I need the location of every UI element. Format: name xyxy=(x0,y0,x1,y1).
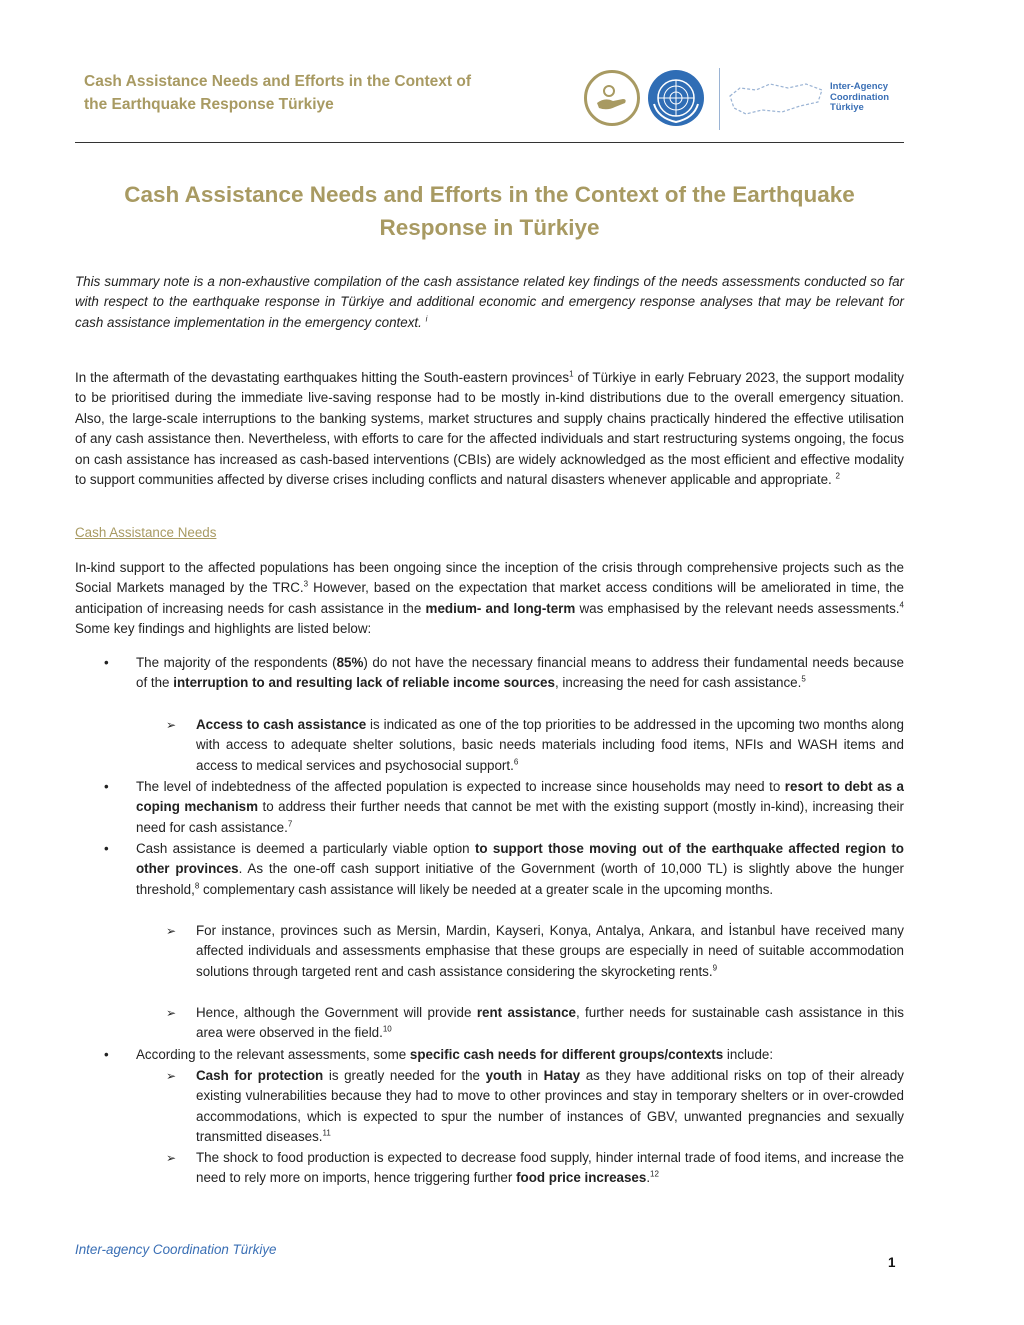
paragraph-cash-needs: In-kind support to the affected populations has been ongoing since the inception of the crisis through comprehensive projects such as the Social Markets managed by the TRC.$^3$ However, based on the expectation that market access conditions will be ameliorated in time, the anticipation of increasing needs for cash assistance in the medium- and long-term was emphasised by the relevant needs assessments.$^4$ Some key findings and highlights are listed below: xyxy=(75,560,904,637)
turkiye-map-icon xyxy=(726,76,826,127)
un-emblem-icon xyxy=(648,70,704,126)
footer-organization: Inter-agency Coordination Türkiye xyxy=(75,1242,277,1257)
arrow-bullet-icon: ➢ xyxy=(166,924,177,938)
document-title-line2: Response in Türkiye xyxy=(379,215,600,240)
bullet-icon: • xyxy=(104,1047,109,1062)
section-heading-cash-needs: Cash Assistance Needs xyxy=(75,525,217,540)
page-number: 1 xyxy=(888,1255,896,1270)
logo-separator xyxy=(719,68,720,130)
list-item: The majority of the respondents (85%) do not have the necessary financial means to address their fundamental needs because of the interruption to and resulting lack of reliable income sources, increasing the need for cash assistance.$^5$ xyxy=(136,655,904,691)
sub-list-item: Hence, although the Government will provide rent assistance, further needs for sustainable cash assistance in this area were observed in the field.$^{10}$ xyxy=(196,1005,904,1041)
header-title-line2: the Earthquake Response Türkiye xyxy=(84,96,334,113)
cash-logo-icon xyxy=(584,70,640,126)
arrow-bullet-icon: ➢ xyxy=(166,718,177,732)
bullet-icon: • xyxy=(104,655,109,670)
header-title xyxy=(84,70,524,116)
bullet-icon: • xyxy=(104,841,109,856)
document-title xyxy=(75,178,904,244)
header-title-line1: Cash Assistance Needs and Efforts in the Context of xyxy=(84,73,472,90)
bullet-icon: • xyxy=(104,779,109,794)
header-logos xyxy=(584,68,904,132)
list-item: Cash assistance is deemed a particularly viable option to support those moving out of the earthquake affected region to other provinces. As the one-off cash support initiative of the Government (worth of 10,000 TL) is slightly above the hunger threshold,$^8$ complementary cash assistance will likely be needed at a greater scale in the upcoming months. xyxy=(136,841,904,897)
arrow-bullet-icon: ➢ xyxy=(166,1151,177,1165)
list-item: According to the relevant assessments, some specific cash needs for different groups/contexts include: xyxy=(136,1047,774,1062)
sub-list-item: Cash for protection is greatly needed for the youth in Hatay as they have additional risks on top of their already existing vulnerabilities because they had to move to other provinces and stay in temporary shelters or in over-crowded accommodations, which is expected to spur the number of instances of GBV, unwanted pregnancies and sexually transmitted diseases.$^{11}$ xyxy=(196,1068,905,1145)
sub-list-item: The shock to food production is expected to decrease food supply, hinder internal trade of food items, and increase the need to rely more on imports, hence triggering further food price increases.$^{12}$ xyxy=(196,1150,904,1186)
arrow-bullet-icon: ➢ xyxy=(166,1006,177,1020)
sub-list-item: For instance, provinces such as Mersin, Mardin, Kayseri, Konya, Antalya, Ankara, and İstanbul have received many affected individuals and assessments emphasise that these groups are especially in need of suitable accommodation solutions through targeted rent and cash assistance considering the skyrocketing rents.$^9$ xyxy=(196,923,904,979)
document-title-line1: Cash Assistance Needs and Efforts in the Context of the Earthquake xyxy=(124,182,855,207)
header-divider xyxy=(75,142,904,143)
arrow-bullet-icon: ➢ xyxy=(166,1069,177,1083)
summary-note: This summary note is a non-exhaustive compilation of the cash assistance related key findings of the needs assessments conducted so far with respect to the earthquake response in Türkiye and additional economic and emergency response analyses that may be relevant for cash assistance implementation in the emergency context. $^i$ xyxy=(75,274,904,330)
list-item: The level of indebtedness of the affected population is expected to increase since households may need to resort to debt as a coping mechanism to address their further needs that cannot be met with the existing support (mostly in-kind), increasing their need for cash assistance.$^7$ xyxy=(136,779,904,835)
paragraph-context: In the aftermath of the devastating earthquakes hitting the South-eastern provinces$^1$ of Türkiye in early February 2023, the support modality to be prioritised during the immediate live-saving response had to be mostly in-kind distributions due to the overall emergency situation. Also, the large-scale interruptions to the banking systems, market structures and supply chains practically hindered the effective utilisation of any cash assistance then. Nevertheless, with efforts to care for the affected individuals and start restructuring systems ongoing, the focus on cash assistance has increased as cash-based interventions (CBIs) are widely acknowledged as the most efficient and effective modality to support communities affected by diverse crises including conflicts and natural disasters whenever applicable and appropriate. $^2$ xyxy=(75,369,904,488)
iac-logo-text: Inter-Agency Coordination Türkiye xyxy=(830,81,890,113)
sub-list-item: Access to cash assistance is indicated as one of the top priorities to be addressed in the upcoming two months along with access to adequate shelter solutions, basic needs materials including food items, NFIs and WASH items and access to medical services and psychosocial support.$^6$ xyxy=(196,717,904,773)
